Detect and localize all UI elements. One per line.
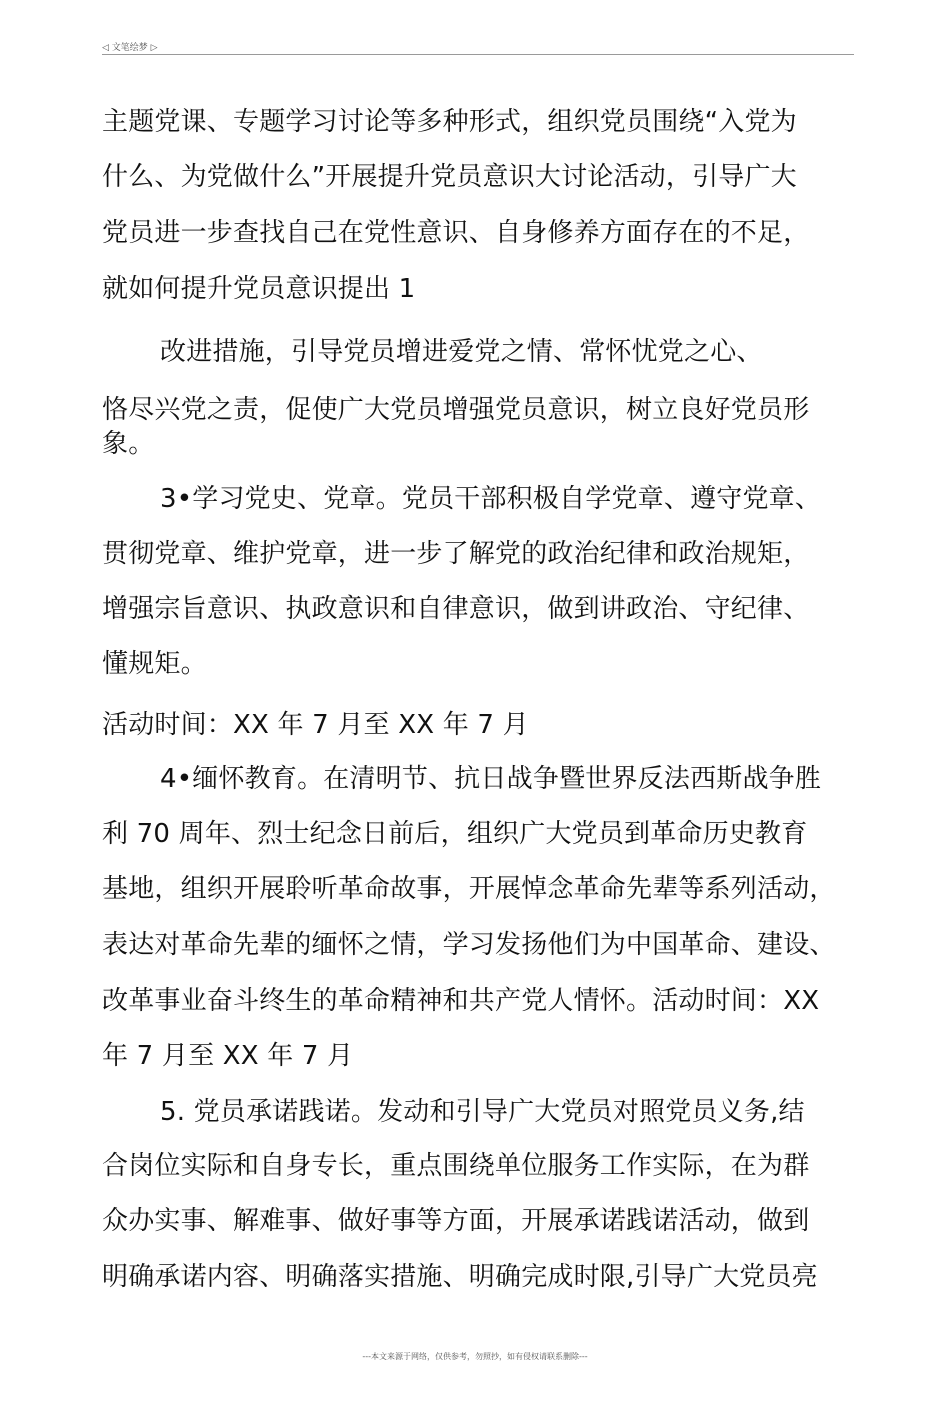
body-line: 3•学习党史、党章。党员干部积极自学党章、遵守党章、 [160, 484, 822, 514]
body-line: 利 70 周年、烈士纪念日前后，组织广大党员到革命历史教育 [102, 819, 808, 849]
body-line: 明确承诺内容、明确落实措施、明确完成时限,引导广大党员亮 [102, 1262, 818, 1292]
body-line: 懂规矩。 [102, 649, 207, 679]
page-header [102, 38, 854, 55]
body-line: 表达对革命先辈的缅怀之情，学习发扬他们为中国革命、建设、 [102, 930, 836, 960]
body-line: 合岗位实际和自身专长，重点围绕单位服务工作实际，在为群 [102, 1151, 810, 1181]
page-footer: ---本文来源于网络，仅供参考，勿照抄，如有侵权请联系删除--- [362, 1352, 588, 1361]
body-line: 什么、为党做什么”开展提升党员意识大讨论活动，引导广大 [102, 162, 797, 192]
header-text: ◁ 文笔绘梦 ▷ [102, 43, 158, 53]
body-line: 众办实事、解难事、做好事等方面，开展承诺践诺活动，做到 [102, 1206, 810, 1236]
body-line: 党员进一步查找自己在党性意识、自身修养方面存在的不足， [102, 218, 810, 248]
activity-time: 活动时间：XX 年 7 月至 XX 年 7 月 [102, 710, 529, 740]
body-line: 5. 党员承诺践诺。发动和引导广大党员对照党员义务,结 [160, 1097, 805, 1127]
body-line: 改革事业奋斗终生的革命精神和共产党人情怀。活动时间：XX [102, 986, 820, 1016]
body-line: 主题党课、专题学习讨论等多种形式，组织党员围绕“入党为 [102, 107, 797, 137]
body-line: 改进措施，引导党员增进爱党之情、常怀忧党之心、 [160, 337, 763, 367]
body-line: 年 7 月至 XX 年 7 月 [102, 1041, 354, 1071]
body-line: 象。 [102, 429, 155, 459]
body-line: 就如何提升党员意识提出 1 [102, 274, 416, 304]
body-line: 4•缅怀教育。在清明节、抗日战争暨世界反法西斯战争胜 [160, 764, 822, 794]
body-line: 基地，组织开展聆听革命故事，开展悼念革命先辈等系列活动， [102, 874, 836, 904]
body-line: 增强宗旨意识、执政意识和自律意识，做到讲政治、守纪律、 [102, 594, 810, 624]
body-line: 恪尽兴党之责，促使广大党员增强党员意识，树立良好党员形 [102, 395, 810, 425]
body-line: 贯彻党章、维护党章，进一步了解党的政治纪律和政治规矩， [102, 539, 810, 569]
